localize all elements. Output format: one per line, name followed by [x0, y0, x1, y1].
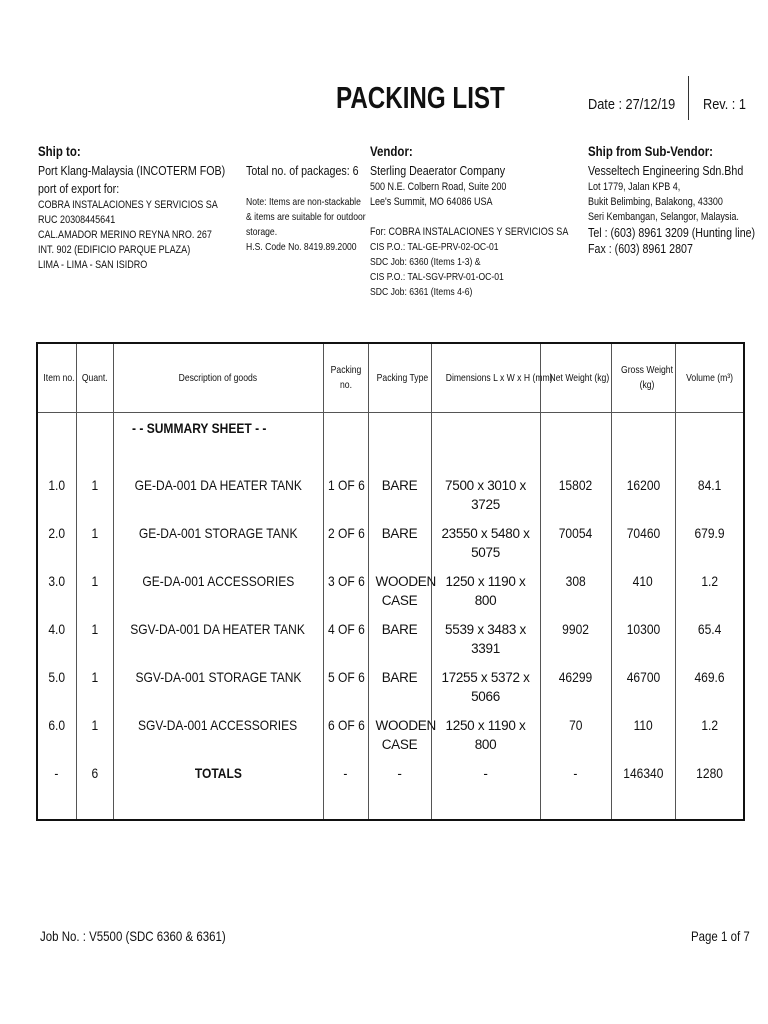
cell-packing-no: 1 OF 6 [323, 473, 368, 521]
cell-volume: 1.2 [700, 573, 718, 589]
cell-quantity: 1 [76, 521, 113, 569]
po-line: CIS P.O.: TAL-SGV-PRV-01-OC-01 [370, 271, 504, 283]
cell-volume: 65.4 [697, 621, 721, 637]
cell-volume: 1.2 [700, 717, 718, 733]
vendor-address-line: Lee's Summit, MO 64086 USA [370, 196, 493, 208]
hs-code: H.S. Code No. 8419.89.2000 [246, 241, 357, 253]
cell-packing-type: WOODEN CASE [368, 713, 431, 761]
cell-gross-weight: 16200 [611, 473, 675, 521]
col-gross-weight: Gross Weight (kg) [611, 343, 675, 413]
table-row [37, 473, 744, 521]
cell-dimensions: 7500 x 3010 x 3725 [431, 473, 540, 521]
packing-table [36, 342, 745, 821]
po-line: SDC Job: 6360 (Items 1-3) & [370, 256, 481, 268]
col-volume: Volume (m³) [675, 343, 744, 413]
cell-packing-no: 6 OF 6 [323, 713, 368, 761]
cell-description: GE-DA-001 DA HEATER TANK [113, 473, 323, 521]
empty-cell [431, 809, 540, 820]
page-title: PACKING LIST [336, 80, 505, 115]
cell-net-weight: 46299 [540, 665, 611, 713]
col-packing-type: Packing Type [368, 343, 431, 413]
cell-gross-weight: 110 [611, 713, 675, 761]
vendor-for-line: For: COBRA INSTALACIONES Y SERVICIOS SA [370, 226, 569, 238]
cell-packing-type: WOODEN CASE [368, 569, 431, 617]
ship-to-address [38, 198, 243, 273]
sub-vendor-fax: Fax : (603) 8961 2807 [588, 241, 693, 256]
cell-dimensions: 1250 x 1190 x 800 [431, 713, 540, 761]
page-number: Page 1 of 7 [691, 928, 750, 944]
cell-gross-weight: 146340 [611, 761, 675, 809]
note-line: & items are suitable for outdoor [246, 211, 366, 223]
cell-item-no: 3.0 [37, 569, 76, 617]
cell-packing-no: 5 OF 6 [323, 665, 368, 713]
col-net-weight: Net Weight (kg) [540, 343, 611, 413]
cell-volume: 679.9 [694, 525, 725, 541]
cell-packing-no: 2 OF 6 [323, 521, 368, 569]
cell-dimensions: 17255 x 5372 x 5066 [431, 665, 540, 713]
empty-cell [611, 809, 675, 820]
cell-gross-weight: 410 [611, 569, 675, 617]
cell-packing-type: BARE [368, 473, 431, 521]
sub-vendor-address-line: Lot 1779, Jalan KPB 4, [588, 181, 681, 193]
totals-row [37, 761, 744, 809]
cell-item-no: - [37, 761, 76, 809]
cell-item-no: 4.0 [37, 617, 76, 665]
cell-description: SGV-DA-001 DA HEATER TANK [113, 617, 323, 665]
cell-net-weight: 9902 [540, 617, 611, 665]
summary-row [37, 413, 744, 474]
cell-net-weight: 70054 [540, 521, 611, 569]
empty-cell [37, 809, 76, 820]
table-row [37, 521, 744, 569]
sub-vendor-name: Vesseltech Engineering Sdn.Bhd [588, 163, 744, 178]
cell-dimensions: 1250 x 1190 x 800 [431, 569, 540, 617]
ship-to-port: Port Klang-Malaysia (INCOTERM FOB) port of export for: [38, 163, 226, 196]
revision-label: Rev. : 1 [703, 96, 746, 113]
vendor-po-list [370, 240, 568, 300]
cell-net-weight: 15802 [540, 473, 611, 521]
col-description: Description of goods [113, 343, 323, 413]
cell-net-weight: 308 [540, 569, 611, 617]
cell-volume: 469.6 [694, 669, 725, 685]
cell-quantity: 1 [76, 569, 113, 617]
ship-to-line: INT. 902 (EDIFICIO PARQUE PLAZA) [38, 244, 191, 256]
cell-quantity: 1 [76, 473, 113, 521]
empty-cell [76, 809, 113, 820]
table-row [37, 569, 744, 617]
col-dimensions: Dimensions L x W x H (mm) [431, 343, 540, 413]
cell-quantity: 1 [76, 665, 113, 713]
empty-cell [323, 809, 368, 820]
ship-to-line: RUC 20308445641 [38, 214, 116, 226]
vendor-address [370, 180, 568, 210]
summary-sheet-label: - - SUMMARY SHEET - - [131, 420, 266, 436]
cell-gross-weight: 46700 [611, 665, 675, 713]
cell-dimensions: 5539 x 3483 x 3391 [431, 617, 540, 665]
cell-packing-no: 3 OF 6 [323, 569, 368, 617]
empty-cell [675, 809, 744, 820]
cell-item-no: 2.0 [37, 521, 76, 569]
note-line: storage. [246, 226, 278, 238]
empty-cell [540, 809, 611, 820]
cell-volume: 84.1 [697, 477, 721, 493]
empty-cell [368, 809, 431, 820]
cell-description: GE-DA-001 STORAGE TANK [113, 521, 323, 569]
sub-vendor-address-line: Bukit Belimbing, Balakong, 43300 [588, 196, 723, 208]
header-divider [688, 76, 689, 120]
vendor-name: Sterling Deaerator Company [370, 163, 506, 178]
po-line: SDC Job: 6361 (Items 4-6) [370, 286, 473, 298]
cell-item-no: 5.0 [37, 665, 76, 713]
ship-to-block [38, 143, 243, 273]
cell-net-weight: - [540, 761, 611, 809]
cell-quantity: 1 [76, 617, 113, 665]
table-filler-row [37, 809, 744, 820]
cell-quantity: 6 [76, 761, 113, 809]
table-header-row [37, 343, 744, 413]
empty-cell [113, 809, 323, 820]
total-packages: Total no. of packages: 6 [246, 163, 359, 178]
vendor-block [370, 143, 568, 300]
date-label: Date : 27/12/19 [588, 96, 676, 113]
sub-vendor-block [588, 143, 755, 257]
cell-gross-weight: 70460 [611, 521, 675, 569]
table-row [37, 617, 744, 665]
vendor-heading: Vendor: [370, 143, 413, 159]
cell-volume: 1280 [695, 765, 723, 781]
sub-vendor-address-line: Seri Kembangan, Selangor, Malaysia. [588, 211, 739, 223]
cell-description: GE-DA-001 ACCESSORIES [113, 569, 323, 617]
job-number: Job No. : V5500 (SDC 6360 & 6361) [40, 928, 226, 944]
col-packing-no: Packing no. [323, 343, 368, 413]
cell-gross-weight: 10300 [611, 617, 675, 665]
ship-to-heading: Ship to: [38, 143, 81, 159]
cell-dimensions: - [431, 761, 540, 809]
note-line: Note: Items are non-stackable [246, 196, 361, 208]
storage-note [246, 195, 366, 255]
cell-description: SGV-DA-001 STORAGE TANK [113, 665, 323, 713]
ship-to-line: LIMA - LIMA - SAN ISIDRO [38, 259, 148, 271]
cell-item-no: 1.0 [37, 473, 76, 521]
cell-description: SGV-DA-001 ACCESSORIES [113, 713, 323, 761]
cell-net-weight: 70 [540, 713, 611, 761]
cell-dimensions: 23550 x 5480 x 5075 [431, 521, 540, 569]
cell-description: TOTALS [113, 761, 323, 809]
cell-packing-type: BARE [368, 617, 431, 665]
ship-to-line: CAL.AMADOR MERINO REYNA NRO. 267 [38, 229, 212, 241]
package-notes [246, 162, 366, 255]
col-item: Item no. [37, 343, 76, 413]
cell-packing-no: - [323, 761, 368, 809]
table-row [37, 665, 744, 713]
ship-to-line: COBRA INSTALACIONES Y SERVICIOS SA [38, 199, 218, 211]
cell-packing-type: BARE [368, 521, 431, 569]
cell-packing-type: - [368, 761, 431, 809]
col-quant: Quant. [76, 343, 113, 413]
cell-packing-type: BARE [368, 665, 431, 713]
cell-item-no: 6.0 [37, 713, 76, 761]
cell-packing-no: 4 OF 6 [323, 617, 368, 665]
sub-vendor-tel: Tel : (603) 8961 3209 (Hunting line) [588, 225, 756, 240]
sub-vendor-heading: Ship from Sub-Vendor: [588, 143, 714, 159]
vendor-address-line: 500 N.E. Colbern Road, Suite 200 [370, 181, 507, 193]
cell-quantity: 1 [76, 713, 113, 761]
sub-vendor-address [588, 180, 755, 225]
po-line: CIS P.O.: TAL-GE-PRV-02-OC-01 [370, 241, 499, 253]
table-row [37, 713, 744, 761]
